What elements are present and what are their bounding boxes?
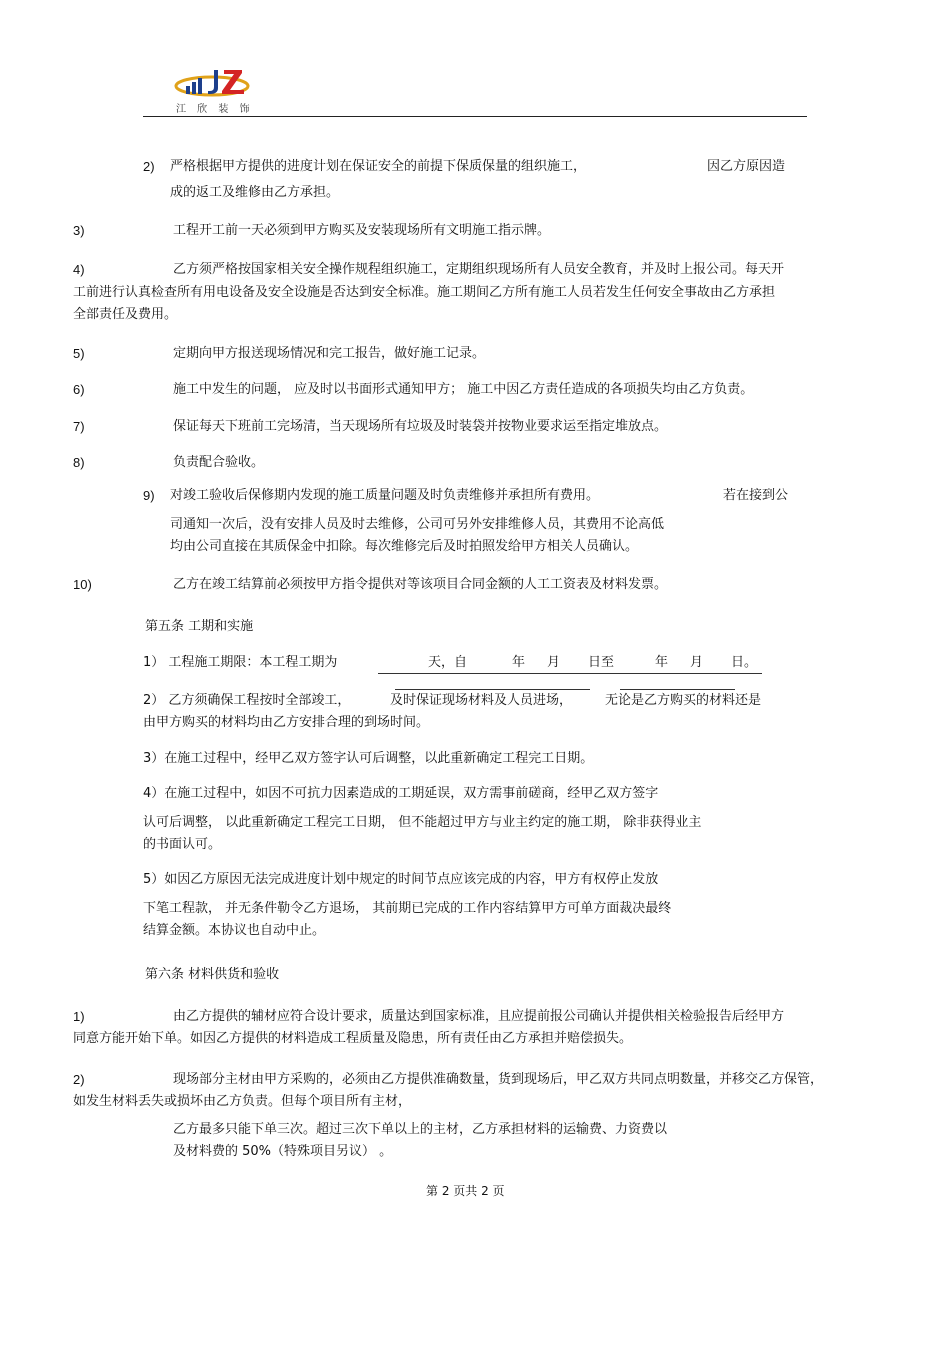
article5-p4: 4）在施工过程中，如因不可抗力因素造成的工期延误，双方需事前磋商，经甲乙双方签字 bbox=[143, 786, 659, 801]
blank-underline bbox=[395, 689, 590, 690]
article5-p1: 月 bbox=[690, 655, 704, 670]
article6-title: 第六条 材料供货和验收 bbox=[145, 967, 280, 982]
article5-p4: 的书面认可。 bbox=[143, 837, 222, 852]
logo-graphic bbox=[170, 64, 270, 104]
item-number: 9) bbox=[143, 488, 155, 503]
item-text: 成的返工及维修由乙方承担。 bbox=[170, 185, 340, 200]
blank-underline bbox=[620, 689, 735, 690]
article5-p1: 年 bbox=[512, 655, 526, 670]
item-number: 4) bbox=[73, 262, 85, 277]
item-number: 6) bbox=[73, 382, 85, 397]
article5-p1: 日。 bbox=[731, 655, 758, 670]
item-number: 8) bbox=[73, 455, 85, 470]
item-text: 同意方能开始下单。如因乙方提供的材料造成工程质量及隐患，所有责任由乙方承担并赔偿损失。 bbox=[73, 1031, 633, 1046]
article5-p5: 5）如因乙方原因无法完成进度计划中规定的时间节点应该完成的内容，甲方有权停止发放 bbox=[143, 872, 659, 887]
item-number: 2) bbox=[73, 1072, 85, 1087]
item-text: 工程开工前一天必须到甲方购买及安装现场所有文明施工指示牌。 bbox=[173, 223, 551, 238]
article5-p1: 年 bbox=[655, 655, 669, 670]
article5-p1: 月 bbox=[547, 655, 561, 670]
article5-p4: 认可后调整， 以此重新确定工程完工日期， 但不能超过甲方与业主约定的施工期， 除非获得业主 bbox=[143, 815, 702, 830]
item-text: 施工中发生的问题， 应及时以书面形式通知甲方； 施工中因乙方责任造成的各项损失均由乙方负责。 bbox=[173, 382, 754, 397]
item-text: 均由公司直接在其质保金中扣除。每次维修完后及时拍照发给甲方相关人员确认。 bbox=[170, 539, 639, 554]
article5-p1: 天，自 bbox=[428, 655, 468, 670]
item-text: 乙方最多只能下单三次。超过三次下单以上的主材，乙方承担材料的运输费、力资费以 bbox=[173, 1122, 668, 1137]
item-text: 如发生材料丢失或损坏由乙方负责。但每个项目所有主材， bbox=[73, 1094, 412, 1109]
item-text: 定期向甲方报送现场情况和完工报告，做好施工记录。 bbox=[173, 346, 486, 361]
item-text: 现场部分主材由甲方采购的，必须由乙方提供准确数量，货到现场后，甲乙双方共同点明数量，并移交乙方保管， bbox=[173, 1072, 824, 1087]
item-text: 若在接到公 bbox=[723, 488, 789, 503]
item-number: 2) bbox=[143, 159, 155, 174]
item-text: 严格根据甲方提供的进度计划在保证安全的前提下保质保量的组织施工， bbox=[170, 159, 587, 174]
item-text: 对竣工验收后保修期内发现的施工质量问题及时负责维修并承担所有费用。 bbox=[170, 488, 600, 503]
item-text: 乙方在竣工结算前必须按甲方指令提供对等该项目合同金额的人工工资表及材料发票。 bbox=[173, 577, 668, 592]
article5-p2: 由甲方购买的材料均由乙方安排合理的到场时间。 bbox=[143, 715, 430, 730]
item-number: 10) bbox=[73, 577, 92, 592]
blank-underline bbox=[378, 673, 762, 674]
item-number: 7) bbox=[73, 419, 85, 434]
header-rule bbox=[143, 116, 807, 117]
article5-p5: 结算金额。本协议也自动中止。 bbox=[143, 923, 326, 938]
item-text: 因乙方原因造 bbox=[707, 159, 786, 174]
article5-p5: 下笔工程款， 并无条件勒令乙方退场， 其前期已完成的工作内容结算甲方可单方面裁决最终 bbox=[143, 901, 672, 916]
article5-p3: 3）在施工过程中，经甲乙双方签字认可后调整，以此重新确定工程完工日期。 bbox=[143, 751, 594, 766]
article5-p2: 2） 乙方须确保工程按时全部竣工， bbox=[143, 693, 351, 708]
item-number: 5) bbox=[73, 346, 85, 361]
item-number: 1) bbox=[73, 1009, 85, 1024]
item-text: 由乙方提供的辅材应符合设计要求，质量达到国家标准，且应提前报公司确认并提供相关检验报告后经甲方 bbox=[173, 1009, 785, 1024]
item-text: 工前进行认真检查所有用电设备及安全设施是否达到安全标准。施工期间乙方所有施工人员若发生任何安全事故由乙方承担 bbox=[73, 285, 776, 300]
item-text: 司通知一次后，没有安排人员及时去维修，公司可另外安排维修人员，其费用不论高低 bbox=[170, 517, 665, 532]
article5-p1: 1） 工程施工期限：本工程工期为 bbox=[143, 655, 338, 670]
item-number: 3) bbox=[73, 223, 85, 238]
item-text: 保证每天下班前工完场清，当天现场所有垃圾及时装袋并按物业要求运至指定堆放点。 bbox=[173, 419, 668, 434]
item-text: 负责配合验收。 bbox=[173, 455, 265, 470]
page-number: 第 2 页共 2 页 bbox=[426, 1184, 505, 1198]
article5-p1: 日至 bbox=[588, 655, 615, 670]
item-text: 及材料费的 50%（特殊项目另议） 。 bbox=[173, 1144, 393, 1159]
item-text: 乙方须严格按国家相关安全操作规程组织施工，定期组织现场所有人员安全教育，并及时上报公司。每天开 bbox=[173, 262, 785, 277]
article5-p2: 及时保证现场材料及人员进场， bbox=[390, 693, 573, 708]
article5-title: 第五条 工期和实施 bbox=[145, 619, 254, 634]
logo-text: 江 欣 装 饰 bbox=[176, 104, 254, 115]
item-text: 全部责任及费用。 bbox=[73, 307, 178, 322]
article5-p2: 无论是乙方购买的材料还是 bbox=[605, 693, 762, 708]
